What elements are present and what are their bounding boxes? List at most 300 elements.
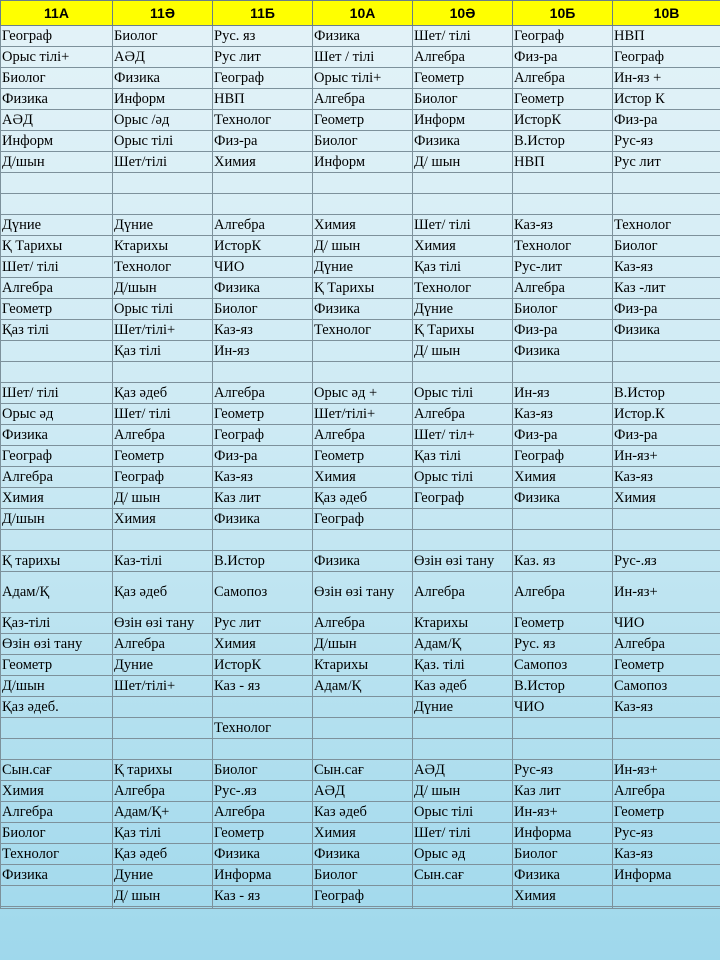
lesson-cell: Биолог <box>1 68 113 89</box>
lesson-cell: Сын.сағ <box>313 760 413 781</box>
lesson-cell: Рус лит <box>213 47 313 68</box>
lesson-cell: Технолог <box>213 110 313 131</box>
lesson-cell: Орыс әд + <box>313 383 413 404</box>
lesson-cell: Қаз тілі <box>113 823 213 844</box>
lesson-cell <box>213 739 313 760</box>
lesson-cell <box>213 697 313 718</box>
lesson-cell: Қаз тілі <box>113 341 213 362</box>
lesson-cell: Адам/Қ <box>413 634 513 655</box>
lesson-cell: Геометр <box>1 299 113 320</box>
lesson-cell: Алгебра <box>613 634 720 655</box>
lesson-cell: Қаз әдеб <box>113 572 213 613</box>
lesson-cell: ИсторК <box>213 655 313 676</box>
table-row <box>1 760 720 781</box>
lesson-cell <box>613 341 720 362</box>
class-header: 10А <box>313 1 413 26</box>
lesson-cell <box>413 907 513 909</box>
lesson-cell: Биолог <box>113 26 213 47</box>
lesson-cell: Қаз тілі <box>413 257 513 278</box>
lesson-cell: Физика <box>413 131 513 152</box>
lesson-cell: Каз-яз <box>513 215 613 236</box>
lesson-cell <box>313 739 413 760</box>
lesson-cell: Биолог <box>213 299 313 320</box>
lesson-cell: Каз - яз <box>213 886 313 907</box>
lesson-cell: Рус лит <box>613 152 720 173</box>
lesson-cell: Истор.К <box>613 404 720 425</box>
lesson-cell <box>1 362 113 383</box>
lesson-cell <box>513 362 613 383</box>
lesson-cell: Шет/ тіл+ <box>413 425 513 446</box>
lesson-cell: Өзін өзі тану <box>113 613 213 634</box>
lesson-cell: ЧИО <box>613 613 720 634</box>
lesson-cell <box>413 509 513 530</box>
lesson-cell: Рус лит <box>213 613 313 634</box>
lesson-cell: Алгебра <box>613 781 720 802</box>
lesson-cell: Шет/ тілі <box>1 383 113 404</box>
lesson-cell: Орыс тілі <box>413 383 513 404</box>
lesson-cell: Физика <box>1 425 113 446</box>
lesson-cell <box>613 907 720 909</box>
table-row <box>1 26 720 47</box>
lesson-cell: Шет/ тілі <box>413 823 513 844</box>
table-row <box>1 676 720 697</box>
lesson-cell: Физ-ра <box>613 110 720 131</box>
lesson-cell: Физ-ра <box>213 446 313 467</box>
table-row <box>1 697 720 718</box>
lesson-cell: Алгебра <box>513 572 613 613</box>
table-row <box>1 907 720 909</box>
lesson-cell: Алгебра <box>113 634 213 655</box>
lesson-cell: НВП <box>213 89 313 110</box>
lesson-cell: Шет/ тілі <box>413 215 513 236</box>
separator-row <box>1 194 720 215</box>
lesson-cell: Информ <box>313 152 413 173</box>
lesson-cell <box>213 907 313 909</box>
lesson-cell: Химия <box>213 634 313 655</box>
lesson-cell: Д/шын <box>1 509 113 530</box>
lesson-cell: Шет/ тілі <box>413 26 513 47</box>
lesson-cell <box>113 530 213 551</box>
table-row <box>1 634 720 655</box>
lesson-cell: Химия <box>113 509 213 530</box>
lesson-cell: Шет / тілі <box>313 47 413 68</box>
lesson-cell: АӘД <box>1 110 113 131</box>
lesson-cell: Географ <box>313 509 413 530</box>
lesson-cell: Қаз тілі <box>413 446 513 467</box>
table-row <box>1 886 720 907</box>
lesson-cell: Орыс тілі+ <box>1 47 113 68</box>
lesson-cell: Дүние <box>113 215 213 236</box>
lesson-cell: Биолог <box>313 865 413 886</box>
lesson-cell: Физ-ра <box>613 299 720 320</box>
lesson-cell: НВП <box>613 26 720 47</box>
lesson-cell <box>413 739 513 760</box>
lesson-cell: Орыс тілі <box>413 802 513 823</box>
lesson-cell: Д/ шын <box>413 781 513 802</box>
lesson-cell: Ин-яз+ <box>613 572 720 613</box>
lesson-cell: Рус-лит <box>513 257 613 278</box>
lesson-cell: Химия <box>613 488 720 509</box>
lesson-cell: Д/ шын <box>413 341 513 362</box>
separator-row <box>1 362 720 383</box>
lesson-cell: Геометр <box>513 613 613 634</box>
lesson-cell: Алгебра <box>213 215 313 236</box>
lesson-cell <box>413 194 513 215</box>
lesson-cell: Геометр <box>113 446 213 467</box>
table-row <box>1 131 720 152</box>
lesson-cell: Химия <box>313 823 413 844</box>
lesson-cell: Геометр <box>613 655 720 676</box>
lesson-cell <box>613 530 720 551</box>
lesson-cell: АӘД <box>113 47 213 68</box>
lesson-cell: Қ Тарихы <box>1 236 113 257</box>
lesson-cell: Орыс тілі <box>113 299 213 320</box>
lesson-cell: Алгебра <box>213 802 313 823</box>
lesson-cell <box>513 194 613 215</box>
lesson-cell: Каз-яз <box>513 404 613 425</box>
lesson-cell <box>113 718 213 739</box>
lesson-cell: Химия <box>313 467 413 488</box>
lesson-cell: Технолог <box>313 320 413 341</box>
lesson-cell: Ктарихы <box>313 655 413 676</box>
lesson-cell: Географ <box>313 886 413 907</box>
lesson-cell: Физика <box>113 68 213 89</box>
lesson-cell: Орыс тілі <box>413 467 513 488</box>
lesson-cell: Географ <box>1 446 113 467</box>
lesson-cell: Информа <box>213 865 313 886</box>
lesson-cell: Орыс әд <box>1 404 113 425</box>
lesson-cell: Дүние <box>413 697 513 718</box>
lesson-cell: Физ-ра <box>513 425 613 446</box>
lesson-cell: Дүние <box>1 215 113 236</box>
lesson-cell: Геометр <box>413 68 513 89</box>
lesson-cell: Химия <box>1 781 113 802</box>
lesson-cell <box>213 362 313 383</box>
lesson-cell: Геометр <box>313 446 413 467</box>
lesson-cell: Алгебра <box>113 781 213 802</box>
lesson-cell: НВП <box>513 152 613 173</box>
lesson-cell <box>1 718 113 739</box>
lesson-cell: Шет/тілі+ <box>313 404 413 425</box>
lesson-cell: Каз әдеб <box>413 676 513 697</box>
lesson-cell: В.Истор <box>513 676 613 697</box>
lesson-cell: Физ-ра <box>513 47 613 68</box>
lesson-cell <box>513 530 613 551</box>
lesson-cell: Физика <box>1 865 113 886</box>
lesson-cell: Химия <box>1 488 113 509</box>
lesson-cell <box>1 530 113 551</box>
lesson-cell: Технолог <box>1 844 113 865</box>
lesson-cell: Ктарихы <box>113 236 213 257</box>
lesson-cell <box>1 739 113 760</box>
lesson-cell <box>1 907 113 909</box>
lesson-cell: Қ тарихы <box>113 760 213 781</box>
lesson-cell <box>513 718 613 739</box>
lesson-cell <box>513 509 613 530</box>
lesson-cell: Физика <box>313 844 413 865</box>
lesson-cell <box>213 194 313 215</box>
lesson-cell: Алгебра <box>313 89 413 110</box>
lesson-cell: Адам/Қ <box>313 676 413 697</box>
lesson-cell: Физика <box>613 320 720 341</box>
lesson-cell <box>1 341 113 362</box>
lesson-cell <box>113 194 213 215</box>
lesson-cell: Геометр <box>613 802 720 823</box>
class-header: 10Ә <box>413 1 513 26</box>
lesson-cell: ИсторК <box>213 236 313 257</box>
lesson-cell: Биолог <box>213 760 313 781</box>
lesson-cell: Алгебра <box>213 383 313 404</box>
lesson-cell <box>1 173 113 194</box>
lesson-cell <box>313 362 413 383</box>
table-row <box>1 152 720 173</box>
lesson-cell <box>513 173 613 194</box>
lesson-cell: Рус-яз <box>613 823 720 844</box>
table-row <box>1 236 720 257</box>
table-row <box>1 655 720 676</box>
lesson-cell: Геометр <box>513 89 613 110</box>
lesson-cell: Географ <box>613 47 720 68</box>
lesson-cell: Географ <box>213 425 313 446</box>
lesson-cell: Адам/Қ <box>1 572 113 613</box>
lesson-cell: Қаз әдеб. <box>1 697 113 718</box>
separator-row <box>1 739 720 760</box>
lesson-cell: В.Истор <box>513 131 613 152</box>
lesson-cell <box>513 739 613 760</box>
lesson-cell: Алгебра <box>313 613 413 634</box>
lesson-cell: АӘД <box>413 760 513 781</box>
table-row <box>1 89 720 110</box>
table-row <box>1 320 720 341</box>
table-row <box>1 68 720 89</box>
lesson-cell: Каз-яз <box>613 844 720 865</box>
lesson-cell: Геометр <box>1 655 113 676</box>
lesson-cell: Биолог <box>613 236 720 257</box>
lesson-cell: Қаз. тілі <box>413 655 513 676</box>
lesson-cell <box>613 718 720 739</box>
lesson-cell <box>313 341 413 362</box>
lesson-cell: Алгебра <box>413 404 513 425</box>
lesson-cell <box>313 530 413 551</box>
lesson-cell: Физика <box>213 278 313 299</box>
lesson-cell: Ин-яз <box>513 383 613 404</box>
lesson-cell: Геометр <box>213 404 313 425</box>
header-row <box>1 1 720 26</box>
table-row <box>1 110 720 131</box>
lesson-cell: Алгебра <box>113 425 213 446</box>
lesson-cell: Географ <box>213 68 313 89</box>
lesson-cell: Сын.сағ <box>413 865 513 886</box>
lesson-cell: Ин-яз+ <box>513 802 613 823</box>
lesson-cell: Геометр <box>213 823 313 844</box>
class-header: 11Ә <box>113 1 213 26</box>
lesson-cell: Шет/ тілі <box>113 404 213 425</box>
lesson-cell: Ин-яз <box>213 341 313 362</box>
lesson-cell: Д/ шын <box>413 152 513 173</box>
lesson-cell <box>313 173 413 194</box>
lesson-cell: Информа <box>513 823 613 844</box>
lesson-cell: Шет/ тілі <box>1 257 113 278</box>
lesson-cell: Физика <box>313 26 413 47</box>
lesson-cell: Алгебра <box>413 572 513 613</box>
table-body <box>1 26 720 909</box>
lesson-cell: Дүние <box>413 299 513 320</box>
class-header: 10В <box>613 1 720 26</box>
lesson-cell: Д/ шын <box>113 886 213 907</box>
lesson-cell: Дуние <box>113 655 213 676</box>
lesson-cell: В.Истор <box>213 551 313 572</box>
class-header: 11А <box>1 1 113 26</box>
lesson-cell <box>113 697 213 718</box>
lesson-cell: Алгебра <box>513 68 613 89</box>
lesson-cell: Физика <box>1 89 113 110</box>
lesson-cell: Рус-.яз <box>613 551 720 572</box>
lesson-cell <box>613 509 720 530</box>
lesson-cell: Каз лит <box>513 781 613 802</box>
table-row <box>1 718 720 739</box>
lesson-cell <box>413 886 513 907</box>
lesson-cell: Истор К <box>613 89 720 110</box>
lesson-cell: Орыс тілі+ <box>313 68 413 89</box>
class-header: 11Б <box>213 1 313 26</box>
lesson-cell <box>213 530 313 551</box>
lesson-cell: Географ <box>1 26 113 47</box>
table-row <box>1 215 720 236</box>
lesson-cell: Информ <box>113 89 213 110</box>
lesson-cell: Алгебра <box>1 278 113 299</box>
lesson-cell <box>313 907 413 909</box>
lesson-cell: Шет/тілі <box>113 152 213 173</box>
lesson-cell: Технолог <box>613 215 720 236</box>
lesson-cell: Адам/Қ+ <box>113 802 213 823</box>
lesson-cell <box>1 194 113 215</box>
lesson-cell: Технолог <box>513 236 613 257</box>
table-row <box>1 509 720 530</box>
lesson-cell: Географ <box>413 488 513 509</box>
lesson-cell: Химия <box>513 886 613 907</box>
lesson-cell: Д/шын <box>313 634 413 655</box>
table-row <box>1 781 720 802</box>
lesson-cell: Каз - яз <box>213 676 313 697</box>
lesson-cell: Өзін өзі тану <box>413 551 513 572</box>
table-row <box>1 467 720 488</box>
table-row <box>1 257 720 278</box>
lesson-cell: Информ <box>1 131 113 152</box>
lesson-cell <box>413 173 513 194</box>
lesson-cell: Каз лит <box>213 488 313 509</box>
lesson-cell: Алгебра <box>1 467 113 488</box>
lesson-cell: Д/шын <box>1 152 113 173</box>
lesson-cell: Физ-ра <box>213 131 313 152</box>
lesson-cell: Геометр <box>313 110 413 131</box>
lesson-cell: Технолог <box>413 278 513 299</box>
lesson-cell: Информ <box>413 110 513 131</box>
lesson-cell: Биолог <box>513 299 613 320</box>
lesson-cell: ЧИО <box>213 257 313 278</box>
lesson-cell: Физика <box>313 551 413 572</box>
table-row <box>1 572 720 613</box>
lesson-cell: Химия <box>313 215 413 236</box>
lesson-cell: Биолог <box>413 89 513 110</box>
lesson-cell: Самопоз <box>613 676 720 697</box>
lesson-cell: Рус-яз <box>613 131 720 152</box>
lesson-cell: Орыс /әд <box>113 110 213 131</box>
lesson-cell: Қаз әдеб <box>113 844 213 865</box>
lesson-cell: Алгебра <box>1 802 113 823</box>
lesson-cell <box>413 530 513 551</box>
lesson-cell: Қаз тілі <box>1 320 113 341</box>
table-row <box>1 802 720 823</box>
lesson-cell <box>213 173 313 194</box>
lesson-cell: Физ-ра <box>513 320 613 341</box>
lesson-cell: Физика <box>213 509 313 530</box>
lesson-cell: Шет/тілі+ <box>113 320 213 341</box>
lesson-cell: Биолог <box>313 131 413 152</box>
table-row <box>1 865 720 886</box>
lesson-cell: Химия <box>213 152 313 173</box>
lesson-cell <box>613 362 720 383</box>
lesson-cell: Каз. яз <box>513 551 613 572</box>
lesson-cell: Ин-яз+ <box>613 446 720 467</box>
lesson-cell: Каз-яз <box>613 257 720 278</box>
lesson-cell <box>513 907 613 909</box>
lesson-cell: Географ <box>513 26 613 47</box>
lesson-cell: Қаз әдеб <box>313 488 413 509</box>
lesson-cell: Биолог <box>513 844 613 865</box>
lesson-cell: Орыс тілі <box>113 131 213 152</box>
table-row <box>1 488 720 509</box>
lesson-cell: Биолог <box>1 823 113 844</box>
table-row <box>1 404 720 425</box>
lesson-cell: Каз әдеб <box>313 802 413 823</box>
lesson-cell: ИсторК <box>513 110 613 131</box>
table-row <box>1 823 720 844</box>
lesson-cell: Физика <box>213 844 313 865</box>
lesson-cell: Физика <box>513 341 613 362</box>
lesson-cell: Алгебра <box>413 47 513 68</box>
table-row <box>1 613 720 634</box>
lesson-cell: В.Истор <box>613 383 720 404</box>
lesson-cell: Д/ шын <box>113 488 213 509</box>
class-header: 10Б <box>513 1 613 26</box>
lesson-cell: Қаз-тілі <box>1 613 113 634</box>
lesson-cell: Алгебра <box>313 425 413 446</box>
separator-row <box>1 173 720 194</box>
lesson-cell: Самопоз <box>513 655 613 676</box>
lesson-cell: Технолог <box>213 718 313 739</box>
lesson-cell: Рус. яз <box>213 26 313 47</box>
lesson-cell <box>113 739 213 760</box>
table-row <box>1 446 720 467</box>
lesson-cell <box>613 886 720 907</box>
lesson-cell: Каз -лит <box>613 278 720 299</box>
lesson-cell: Ктарихы <box>413 613 513 634</box>
lesson-cell: Ин-яз+ <box>613 760 720 781</box>
lesson-cell <box>313 697 413 718</box>
lesson-cell: Химия <box>413 236 513 257</box>
lesson-cell: Каз-яз <box>213 320 313 341</box>
lesson-cell: Рус-яз <box>513 760 613 781</box>
table-row <box>1 425 720 446</box>
lesson-cell <box>413 362 513 383</box>
lesson-cell: Географ <box>513 446 613 467</box>
lesson-cell <box>113 362 213 383</box>
lesson-cell: Каз-тілі <box>113 551 213 572</box>
table-row <box>1 299 720 320</box>
lesson-cell <box>1 886 113 907</box>
lesson-cell: Рус-.яз <box>213 781 313 802</box>
table-row <box>1 341 720 362</box>
